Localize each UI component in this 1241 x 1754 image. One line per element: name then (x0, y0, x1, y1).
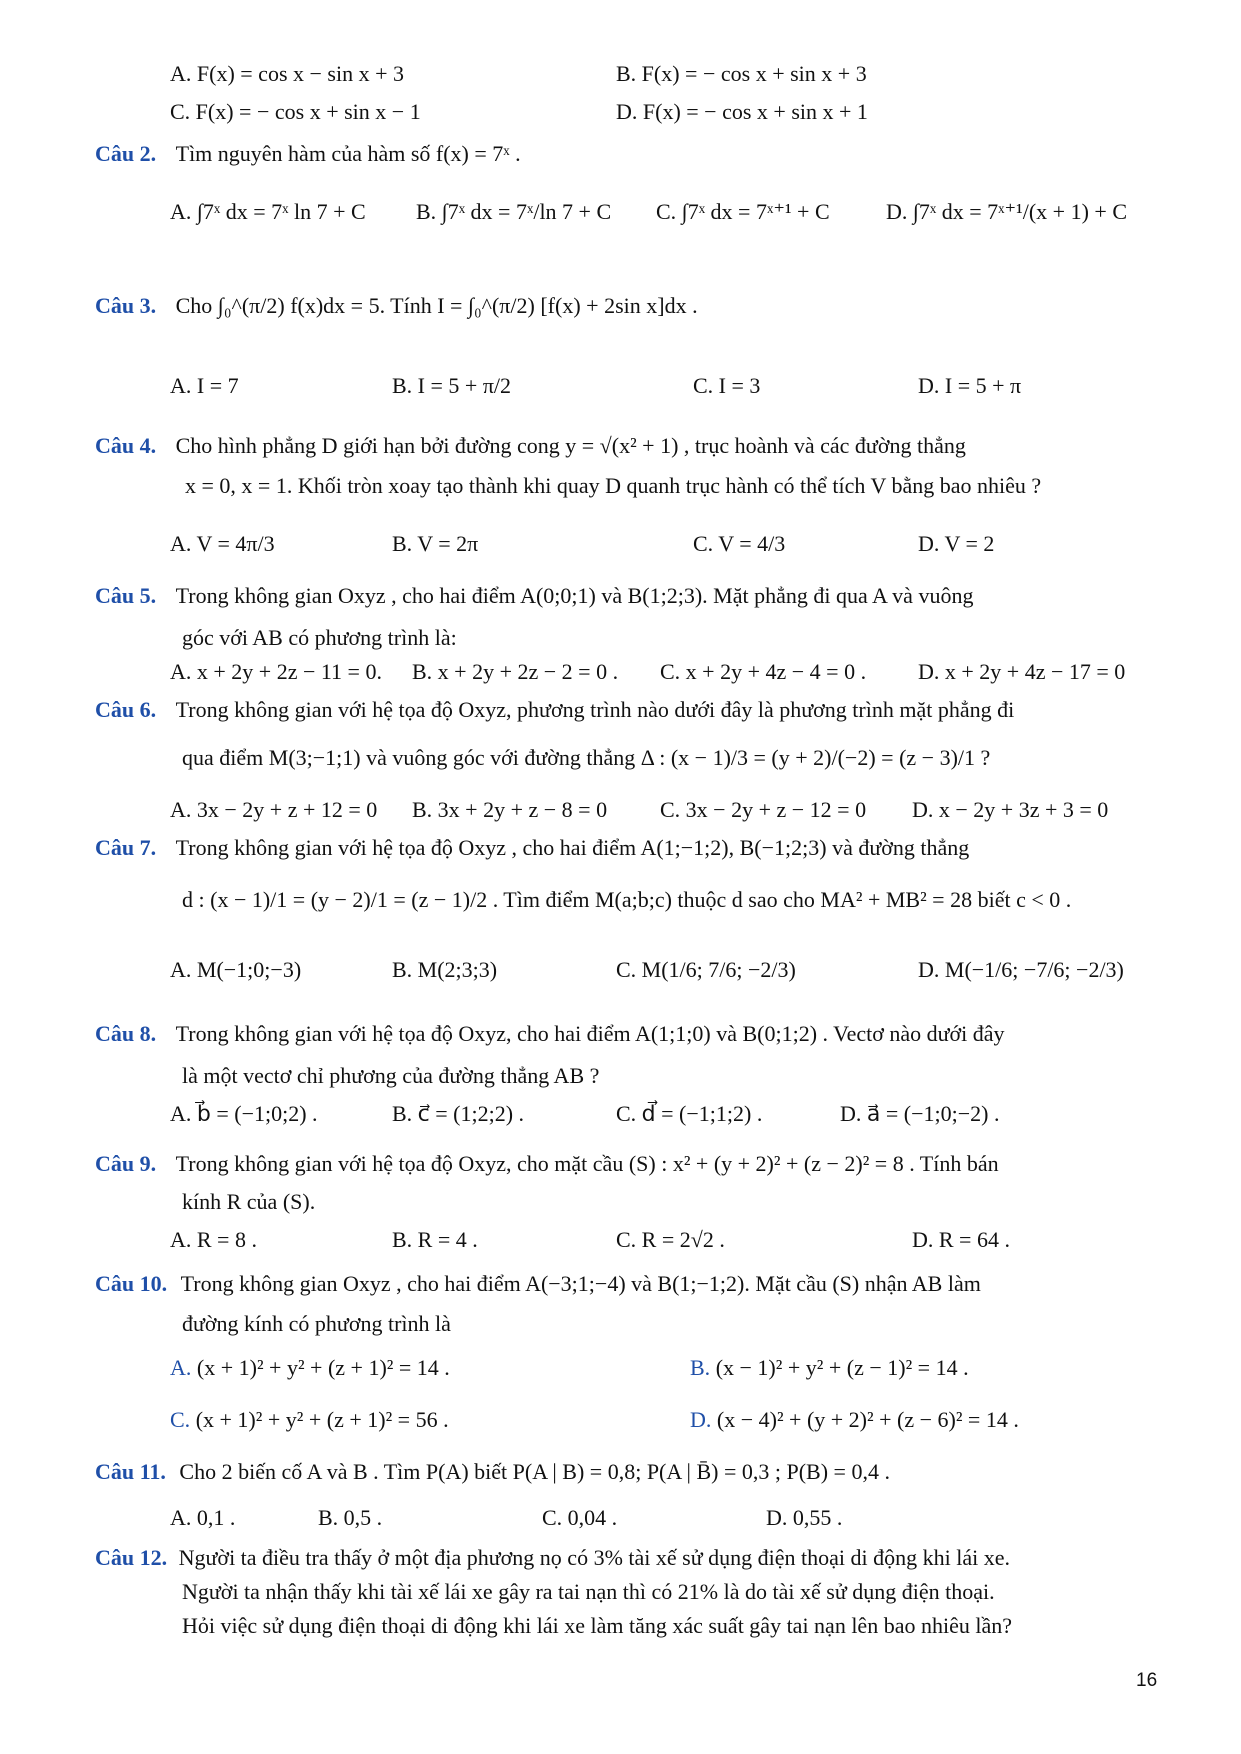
q5-option-c: C. x + 2y + 4z − 4 = 0 . (660, 659, 867, 684)
q7-option-b: B. M(2;3;3) (392, 957, 498, 982)
q4-option-b: B. V = 2π (392, 531, 479, 556)
q10-option-c-letter: C. (170, 1407, 191, 1432)
q8-option-d: D. a⃗ = (−1;0;−2) . (840, 1101, 1000, 1126)
q2-option-b: B. ∫7ˣ dx = 7ˣ/ln 7 + C (416, 199, 612, 224)
q11-option-d: D. 0,55 . (766, 1505, 843, 1530)
question-12-text-line3: Hỏi việc sử dụng điện thoại di động khi lái xe làm tăng xác suất gây tai nạn lên bao nhiêu lần? (182, 1613, 1012, 1638)
q9-option-a: A. R = 8 . (170, 1227, 257, 1252)
question-10 (95, 1270, 981, 1298)
q5-option-d: D. x + 2y + 4z − 17 = 0 (918, 659, 1126, 684)
question-9-label: Câu 9. (95, 1151, 157, 1176)
q1-option-a: A. F(x) = cos x − sin x + 3 (170, 61, 404, 86)
question-6-text-line1: Trong không gian với hệ tọa độ Oxyz, phương trình nào dưới đây là phương trình mặt phẳng đi (175, 697, 1015, 722)
question-5-text-line2: góc với AB có phương trình là: (182, 625, 457, 650)
q3-option-b: B. I = 5 + π/2 (392, 373, 512, 398)
question-9-text-line2: kính R của (S). (182, 1189, 316, 1214)
question-9 (95, 1150, 999, 1178)
question-8-label: Câu 8. (95, 1021, 157, 1046)
q1-option-b: B. F(x) = − cos x + sin x + 3 (616, 61, 867, 86)
q8-option-a: A. b⃗ = (−1;0;2) . (170, 1101, 318, 1126)
question-10-text-line1: Trong không gian Oxyz , cho hai điểm A(−3;1;−4) và B(1;−1;2). Mặt cầu (S) nhận AB làm (180, 1271, 981, 1296)
q10-option-b: B. (x − 1)² + y² + (z − 1)² = 14 . (690, 1355, 969, 1380)
q10-option-c: C. (x + 1)² + y² + (z + 1)² = 56 . (170, 1407, 449, 1432)
question-2 (95, 140, 521, 168)
q4-option-d: D. V = 2 (918, 531, 995, 556)
question-2-text: Tìm nguyên hàm của hàm số f(x) = 7ˣ . (175, 141, 521, 166)
question-7-text-line1: Trong không gian với hệ tọa độ Oxyz , cho hai điểm A(1;−1;2), B(−1;2;3) và đường thẳng (175, 835, 970, 860)
q1-option-d: D. F(x) = − cos x + sin x + 1 (616, 99, 868, 124)
question-4-label: Câu 4. (95, 433, 157, 458)
q10-option-a: A. (x + 1)² + y² + (z + 1)² = 14 . (170, 1355, 450, 1380)
question-7-text-line2: d : (x − 1)/1 = (y − 2)/1 = (z − 1)/2 . Tìm điểm M(a;b;c) thuộc d sao cho MA² + MB² = 28 biết c < 0 . (182, 887, 1072, 912)
q7-option-d: D. M(−1/6; −7/6; −2/3) (918, 957, 1124, 982)
question-11 (95, 1458, 890, 1486)
question-11-label: Câu 11. (95, 1459, 166, 1484)
question-4-text-line1: Cho hình phẳng D giới hạn bởi đường cong y = √(x² + 1) , trục hoành và các đường thẳng (175, 433, 966, 458)
question-12-label: Câu 12. (95, 1545, 168, 1570)
q1-option-c: C. F(x) = − cos x + sin x − 1 (170, 99, 421, 124)
question-2-label: Câu 2. (95, 141, 157, 166)
q3-option-c: C. I = 3 (693, 373, 761, 398)
question-6-label: Câu 6. (95, 697, 157, 722)
question-8-text-line1: Trong không gian với hệ tọa độ Oxyz, cho hai điểm A(1;1;0) và B(0;1;2) . Vectơ nào dưới đây (175, 1021, 1005, 1046)
q8-option-b: B. c⃗ = (1;2;2) . (392, 1101, 525, 1126)
question-12-text-line1: Người ta điều tra thấy ở một địa phương nọ có 3% tài xế sử dụng điện thoại di động khi lái xe. (178, 1545, 1010, 1570)
q6-option-a: A. 3x − 2y + z + 12 = 0 (170, 797, 378, 822)
q4-option-c: C. V = 4/3 (693, 531, 786, 556)
q6-option-d: D. x − 2y + 3z + 3 = 0 (912, 797, 1109, 822)
question-6 (95, 696, 1014, 724)
question-12-text-line2: Người ta nhận thấy khi tài xế lái xe gây ra tai nạn thì có 21% là do tài xế sử dụng điện thoại. (182, 1579, 995, 1604)
q7-option-a: A. M(−1;0;−3) (170, 957, 302, 982)
question-3-label: Câu 3. (95, 293, 157, 318)
question-5-text-line1: Trong không gian Oxyz , cho hai điểm A(0;0;1) và B(1;2;3). Mặt phẳng đi qua A và vuông (175, 583, 974, 608)
question-4-text-line2: x = 0, x = 1. Khối tròn xoay tạo thành khi quay D quanh trục hành có thể tích V bằng bao nhiêu ? (185, 473, 1042, 498)
q9-option-b: B. R = 4 . (392, 1227, 478, 1252)
page-number: 16 (1136, 1670, 1158, 1691)
question-7 (95, 834, 969, 862)
q10-option-d-letter: D. (690, 1407, 712, 1432)
q7-option-c: C. M(1/6; 7/6; −2/3) (616, 957, 796, 982)
question-10-label: Câu 10. (95, 1271, 168, 1296)
q10-option-a-letter: A. (170, 1355, 192, 1380)
q11-option-b: B. 0,5 . (318, 1505, 383, 1530)
q11-option-c: C. 0,04 . (542, 1505, 618, 1530)
question-8 (95, 1020, 1005, 1048)
q9-option-d: D. R = 64 . (912, 1227, 1010, 1252)
question-12 (95, 1544, 1010, 1572)
question-3 (95, 292, 698, 320)
q5-option-b: B. x + 2y + 2z − 2 = 0 . (412, 659, 619, 684)
question-7-label: Câu 7. (95, 835, 157, 860)
q3-option-d: D. I = 5 + π (918, 373, 1022, 398)
q6-option-b: B. 3x + 2y + z − 8 = 0 (412, 797, 608, 822)
q10-option-b-letter: B. (690, 1355, 711, 1380)
q2-option-c: C. ∫7ˣ dx = 7ˣ⁺¹ + C (656, 199, 830, 224)
question-5 (95, 582, 973, 610)
question-11-text: Cho 2 biến cố A và B . Tìm P(A) biết P(A | B) = 0,8; P(A | B̄) = 0,3 ; P(B) = 0,4 . (179, 1459, 890, 1484)
q2-option-a: A. ∫7ˣ dx = 7ˣ ln 7 + C (170, 199, 366, 224)
q11-option-a: A. 0,1 . (170, 1505, 236, 1530)
q8-option-c: C. d⃗ = (−1;1;2) . (616, 1101, 763, 1126)
q9-option-c: C. R = 2√2 . (616, 1227, 725, 1252)
question-3-text: Cho ∫₀^(π/2) f(x)dx = 5. Tính I = ∫₀^(π/2) [f(x) + 2sin x]dx . (175, 293, 698, 318)
q4-option-a: A. V = 4π/3 (170, 531, 275, 556)
question-6-text-line2: qua điểm M(3;−1;1) và vuông góc với đường thẳng Δ : (x − 1)/3 = (y + 2)/(−2) = (z − 3)/1 ? (182, 745, 991, 770)
q3-option-a: A. I = 7 (170, 373, 239, 398)
q2-option-d: D. ∫7ˣ dx = 7ˣ⁺¹/(x + 1) + C (886, 199, 1128, 224)
q10-option-d: D. (x − 4)² + (y + 2)² + (z − 6)² = 14 . (690, 1407, 1019, 1432)
question-8-text-line2: là một vectơ chỉ phương của đường thẳng AB ? (182, 1063, 600, 1088)
question-4 (95, 432, 966, 460)
question-9-text-line1: Trong không gian với hệ tọa độ Oxyz, cho mặt cầu (S) : x² + (y + 2)² + (z − 2)² = 8 . Tính bán (175, 1151, 999, 1176)
q6-option-c: C. 3x − 2y + z − 12 = 0 (660, 797, 867, 822)
question-10-text-line2: đường kính có phương trình là (182, 1311, 451, 1336)
question-5-label: Câu 5. (95, 583, 157, 608)
q5-option-a: A. x + 2y + 2z − 11 = 0. (170, 659, 382, 684)
